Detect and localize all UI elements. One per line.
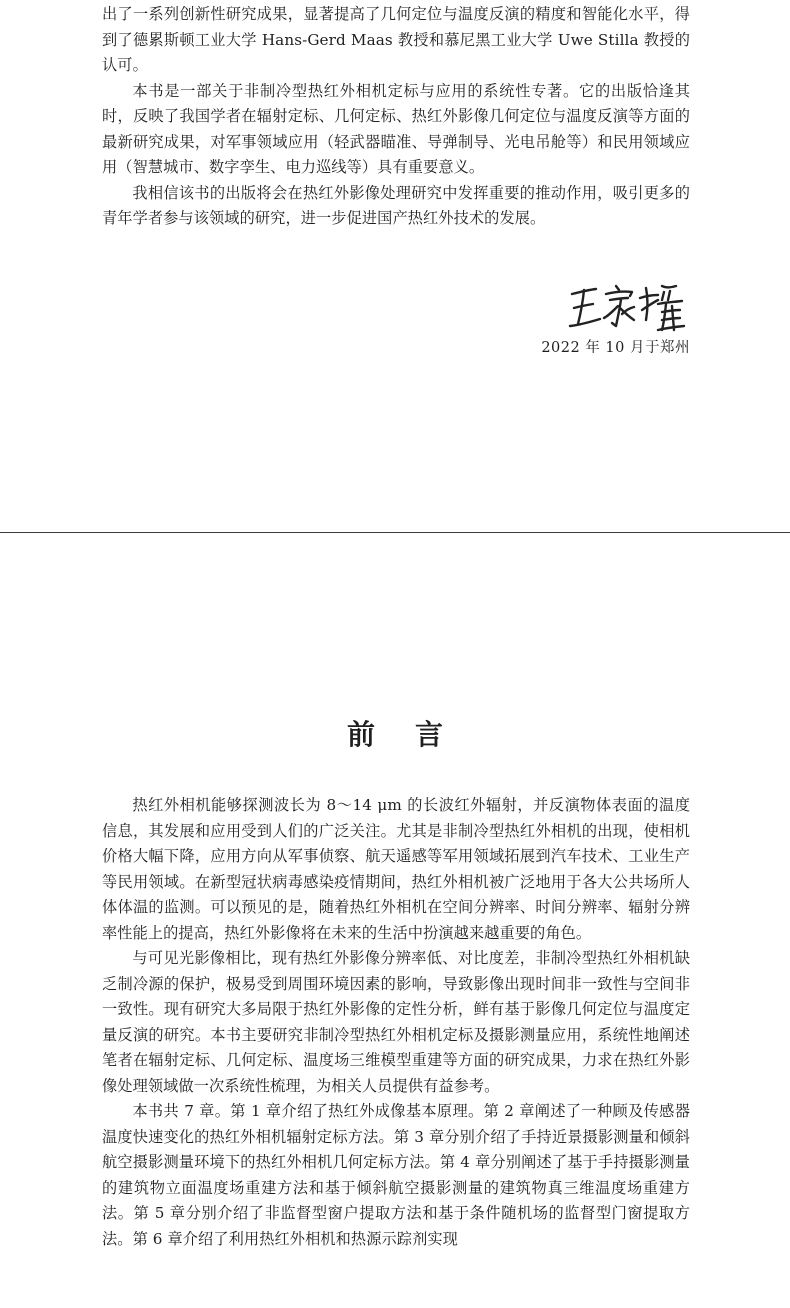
preface-body [102,793,690,1252]
page-gap [0,533,790,541]
foreword-paragraph: 出了一系列创新性研究成果，显著提高了几何定位与温度反演的精度和智能化水平，得到了德累斯顿工业大学 Hans-Gerd Maas 教授和慕尼黑工业大学 Uwe Stilla 教授的认可。 [102,5,690,74]
foreword-page [0,0,790,533]
preface-page [0,541,790,1308]
foreword-body [102,2,690,232]
preface-paragraph: 与可见光影像相比，现有热红外影像分辨率低、对比度差，非制冷型热红外相机缺乏制冷源的保护，极易受到周围环境因素的影响，导致影像出现时间非一致性与空间非一致性。现有研究大多局限于热红外影像的定性分析，鲜有基于影像几何定位与温度定量反演的研究。本书主要研究非制冷型热红外相机定标及摄影测量应用，系统性地阐述笔者在辐射定标、几何定标、温度场三维模型重建等方面的研究成果，力求在热红外影像处理领域做一次系统性梳理，为相关人员提供有益参考。 [102,949,690,1095]
signature-date: 2022 年 10 月于郑州 [541,340,690,356]
preface-paragraph: 热红外相机能够探测波长为 8～14 μm 的长波红外辐射，并反演物体表面的温度信息，其发展和应用受到人们的广泛关注。尤其是非制冷型热红外相机的出现，使相机价格大幅下降，应用方向从军事侦察、航天遥感等军用领域拓展到汽车技术、工业生产等民用领域。在新型冠状病毒感染疫情期间，热红外相机被广泛地用于各大公共场所人体体温的监测。可以预见的是，随着热红外相机在空间分辨率、时间分辨率、辐射分辨率性能上的提高，热红外影像将在未来的生活中扮演越来越重要的角色。 [102,796,690,942]
preface-title: 前言 [346,718,483,751]
foreword-paragraph: 本书是一部关于非制冷型热红外相机定标与应用的系统性专著。它的出版恰逢其时，反映了我国学者在辐射定标、几何定标、热红外影像几何定位与温度反演等方面的最新研究成果，对军事领域应用（轻武器瞄准、导弹制导、光电吊舱等）和民用领域应用（智慧城市、数字孪生、电力巡线等）具有重要意义。 [102,81,690,176]
handwritten-signature [566,280,686,336]
preface-paragraph: 本书共 7 章。第 1 章介绍了热红外成像基本原理。第 2 章阐述了一种顾及传感器温度快速变化的热红外相机辐射定标方法。第 3 章分别介绍了手持近景摄影测量和倾斜航空摄影测量环境下的热红外相机几何定标方法。第 4 章分别阐述了基于手持摄影测量的建筑物立面温度场重建方法和基于倾斜航空摄影测量的建筑物真三维温度场重建方法。第 5 章分别介绍了非监督型窗户提取方法和基于条件随机场的监督型门窗提取方法。第 6 章介绍了利用热红外相机和热源示踪剂实现 [102,1102,690,1248]
foreword-paragraph: 我相信该书的出版将会在热红外影像处理研究中发挥重要的推动作用，吸引更多的青年学者参与该领域的研究，进一步促进国产热红外技术的发展。 [102,183,690,227]
